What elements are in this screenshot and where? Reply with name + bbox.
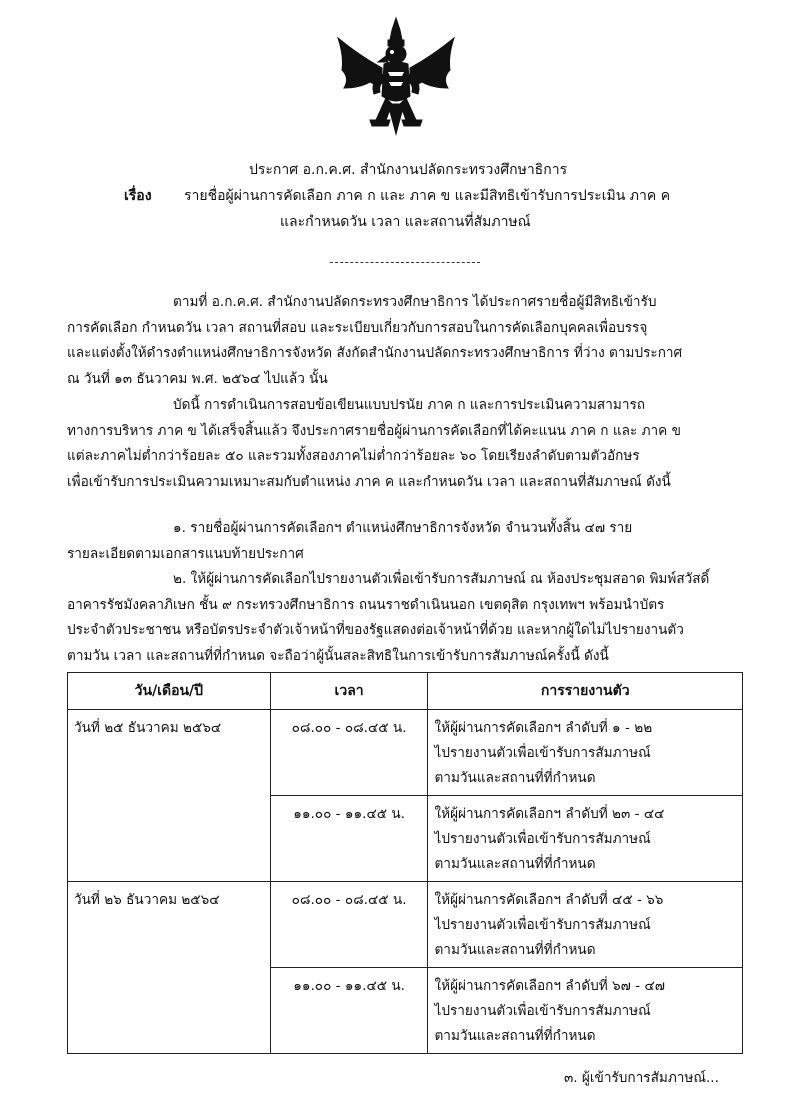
- announcement-title: ประกาศ อ.ก.ค.ศ. สำนักงานปลัดกระทรวงศึกษาธิการ: [249, 162, 568, 178]
- paragraph-line: ๒. ให้ผู้ผ่านการคัดเลือกไปรายงานตัวเพื่อเข้ารับการสัมภาษณ์ ณ ห้องประชุมสอาด พิมพ์สวัสดิ์: [173, 571, 710, 587]
- schedule-table: [67, 672, 743, 1054]
- paragraph-line: ทางการบริหาร ภาค ข ได้เสร็จสิ้นแล้ว จึงประกาศรายชื่อผู้ผ่านการคัดเลือกที่ได้คะแนน ภาค ก และ ภาค ข: [67, 422, 681, 439]
- report-line: ตามวันและสถานที่ที่กำหนด: [434, 942, 596, 958]
- date-cell: วันที่ ๒๕ ธันวาคม ๒๕๖๔: [68, 710, 271, 882]
- table-row: [68, 710, 743, 796]
- paragraph-line: ตามวัน เวลา และสถานที่ที่กำหนด จะถือว่าผู้นั้นสละสิทธิในการเข้ารับการสัมภาษณ์ครั้งนี้ ดังนี้: [67, 647, 609, 664]
- paragraph-1: [67, 290, 745, 392]
- subject-line-1: รายชื่อผู้ผ่านการคัดเลือก ภาค ก และ ภาค ข และมีสิทธิเข้ารับการประเมิน ภาค ค: [184, 188, 671, 204]
- paragraph-line: รายละเอียดตามเอกสารแนบท้ายประกาศ: [67, 545, 304, 562]
- report-cell: [428, 968, 743, 1054]
- header-time: เวลา: [270, 673, 428, 710]
- date-cell: วันที่ ๒๖ ธันวาคม ๒๕๖๔: [68, 882, 271, 1054]
- report-cell: [428, 710, 743, 796]
- report-line: ให้ผู้ผ่านการคัดเลือกฯ ลำดับที่ ๖๗ - ๔๗: [434, 978, 665, 994]
- subject-line-2: และกำหนดวัน เวลา และสถานที่สัมภาษณ์: [280, 214, 531, 230]
- separator-line: [330, 262, 480, 263]
- report-cell: [428, 882, 743, 968]
- item-2: [67, 567, 745, 669]
- report-line: ตามวันและสถานที่ที่กำหนด: [434, 1028, 596, 1044]
- time-cell: ๐๘.๐๐ - ๐๘.๔๕ น.: [270, 710, 428, 796]
- header-report: การรายงานตัว: [428, 673, 743, 710]
- paragraph-line: บัดนี้ การดำเนินการสอบข้อเขียนแบบปรนัย ภาค ก และการประเมินความสามารถ: [173, 397, 645, 413]
- paragraph-line: ประจำตัวประชาชน หรือบัตรประจำตัวเจ้าหน้าที่ของรัฐแสดงต่อเจ้าหน้าที่ด้วย และหากผู้ใดไม่ไปรายงานตัว: [67, 622, 684, 638]
- report-line: ไปรายงานตัวเพื่อเข้ารับการสัมภาษณ์: [434, 745, 651, 761]
- paragraph-line: และแต่งตั้งให้ดำรงตำแหน่งศึกษาธิการจังหวัด สังกัดสำนักงานปลัดกระทรวงศึกษาธิการ ที่ว่าง ตามประกาศ: [67, 345, 683, 361]
- report-line: ไปรายงานตัวเพื่อเข้ารับการสัมภาษณ์: [434, 1003, 651, 1019]
- table-row: [68, 882, 743, 968]
- paragraph-line: ณ วันที่ ๑๓ ธันวาคม พ.ศ. ๒๕๖๔ ไปแล้ว นั้น: [67, 370, 328, 387]
- garuda-emblem-icon: [330, 16, 462, 138]
- paragraph-line: ตามที่ อ.ก.ค.ศ. สำนักงานปลัดกระทรวงศึกษาธิการ ได้ประกาศรายชื่อผู้มีสิทธิเข้ารับ: [173, 294, 657, 310]
- header-date: วัน/เดือน/ปี: [68, 673, 271, 710]
- report-line: ให้ผู้ผ่านการคัดเลือกฯ ลำดับที่ ๔๕ - ๖๖: [434, 892, 664, 908]
- item-1: [67, 516, 745, 567]
- time-cell: ๐๘.๐๐ - ๐๘.๔๕ น.: [270, 882, 428, 968]
- report-line: ตามวันและสถานที่ที่กำหนด: [434, 770, 596, 786]
- paragraph-line: อาคารรัชมังคลาภิเษก ชั้น ๙ กระทรวงศึกษาธิการ ถนนราชดำเนินนอก เขตดุสิต กรุงเทพฯ พร้อมนำบัตร: [67, 596, 665, 613]
- report-line: ให้ผู้ผ่านการคัดเลือกฯ ลำดับที่ ๒๓ - ๔๔: [434, 806, 665, 822]
- table-header-row: [68, 673, 743, 710]
- paragraph-2: [67, 393, 745, 495]
- time-cell: ๑๑.๐๐ - ๑๑.๔๕ น.: [270, 796, 428, 882]
- paragraph-line: ๑. รายชื่อผู้ผ่านการคัดเลือกฯ ตำแหน่งศึกษาธิการจังหวัด จำนวนทั้งสิ้น ๔๗ ราย: [173, 520, 633, 536]
- report-line: ตามวันและสถานที่ที่กำหนด: [434, 856, 596, 872]
- report-line: ให้ผู้ผ่านการคัดเลือกฯ ลำดับที่ ๑ - ๒๒: [434, 720, 653, 736]
- continuation-text: ๓. ผู้เข้ารับการสัมภาษณ์...: [564, 1070, 719, 1086]
- subject-label: เรื่อง: [124, 188, 152, 204]
- paragraph-line: แต่ละภาคไม่ต่ำกว่าร้อยละ ๕๐ และรวมทั้งสองภาคไม่ต่ำกว่าร้อยละ ๖๐ โดยเรียงลำดับตามตัวอักษร: [67, 448, 640, 464]
- paragraph-line: เพื่อเข้ารับการประเมินความเหมาะสมกับตำแหน่ง ภาค ค และกำหนดวัน เวลา และสถานที่สัมภาษณ์ ดังนี้: [67, 473, 671, 490]
- paragraph-line: การคัดเลือก กำหนดวัน เวลา สถานที่สอบ และระเบียบเกี่ยวกับการสอบในการคัดเลือกบุคคลเพื่อบรรจุ: [67, 319, 648, 336]
- report-line: ไปรายงานตัวเพื่อเข้ารับการสัมภาษณ์: [434, 917, 651, 933]
- report-cell: [428, 796, 743, 882]
- report-line: ไปรายงานตัวเพื่อเข้ารับการสัมภาษณ์: [434, 831, 651, 847]
- time-cell: ๑๑.๐๐ - ๑๑.๔๕ น.: [270, 968, 428, 1054]
